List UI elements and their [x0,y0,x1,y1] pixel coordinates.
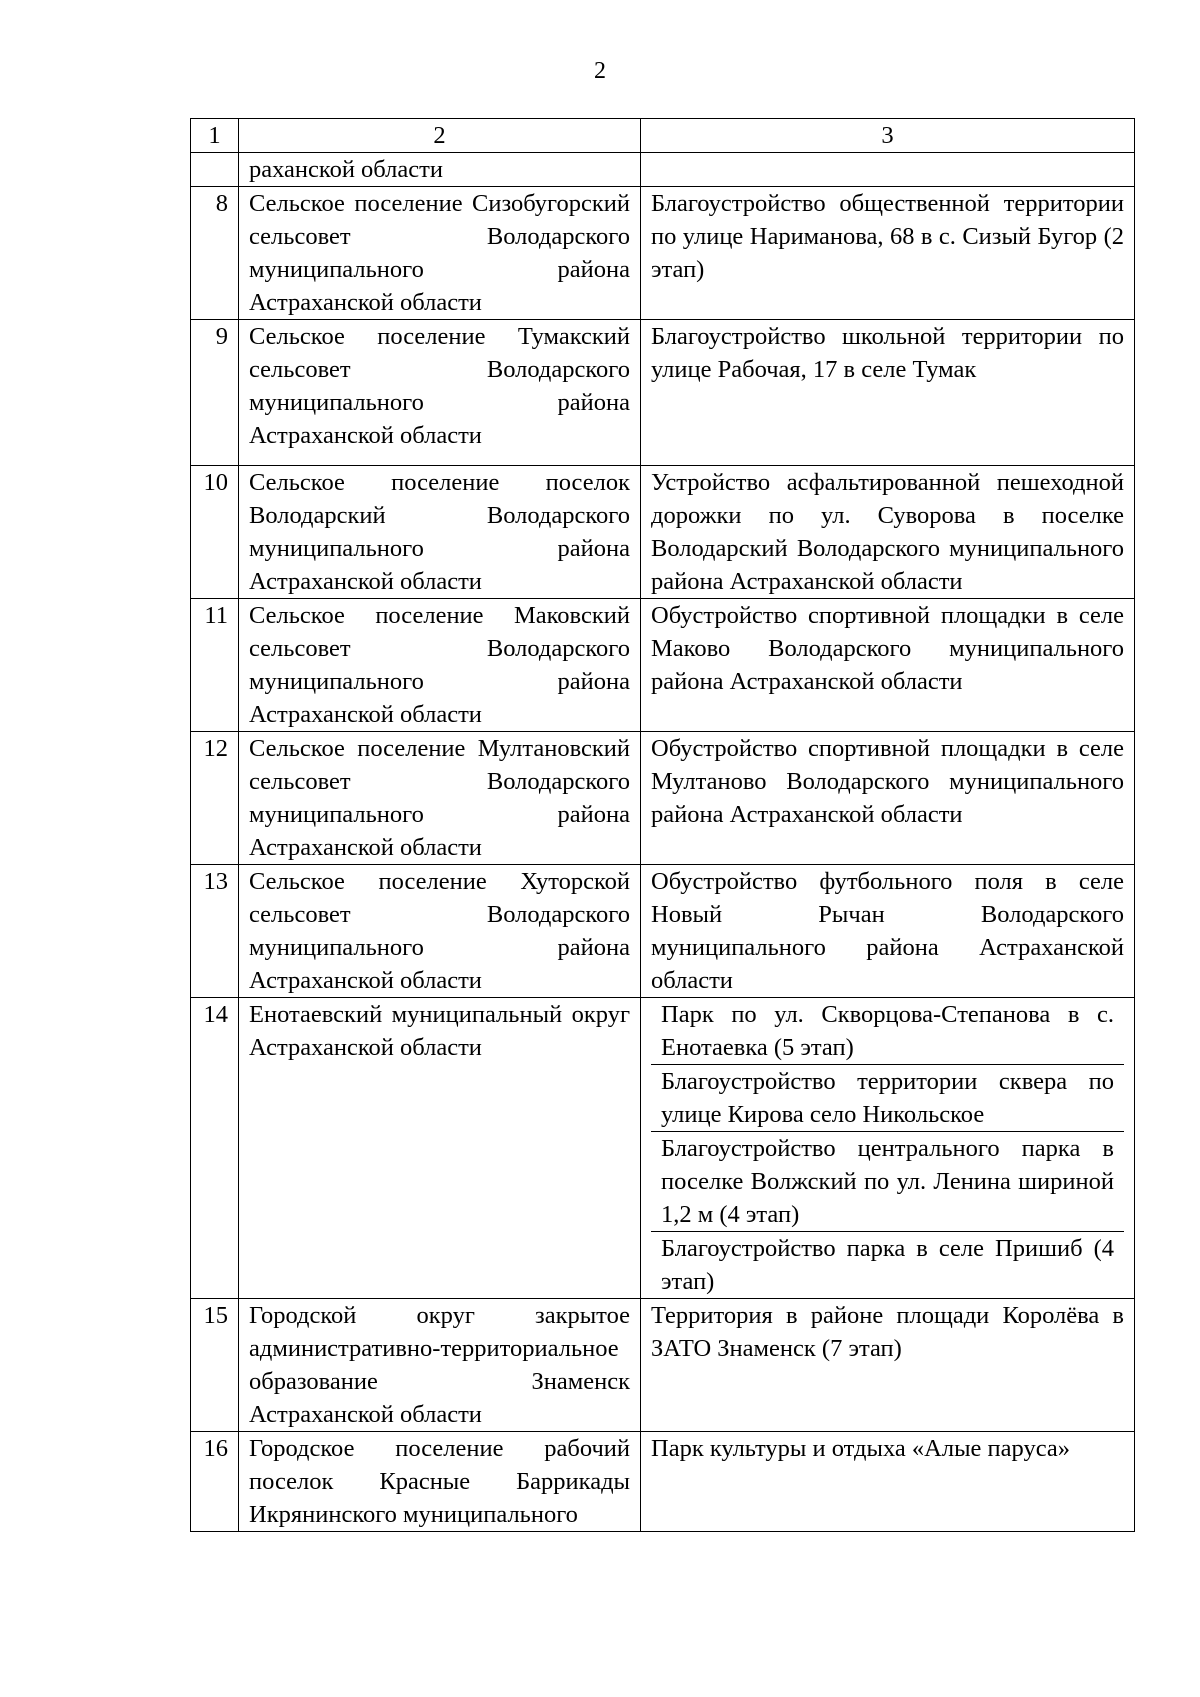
row-number: 10 [191,466,239,599]
header-col-2: 2 [239,119,641,153]
municipality-name: Сельское поселение Хуторской сельсовет Володарского муниципального района Астраханской области [239,865,641,998]
header-col-1: 1 [191,119,239,153]
project-description: Обустройство футбольного поля в селе Новый Рычан Володарского муниципального района Астраханской области [641,865,1135,998]
table-row [191,599,1135,732]
table-header-row [191,119,1135,153]
row-number: 13 [191,865,239,998]
row-number: 8 [191,187,239,320]
project-description: Благоустройство парка в селе Пришиб (4 этап) [651,1231,1124,1298]
project-description-group [641,998,1135,1299]
municipality-name: Городской округ закрытое административно-территориальное образование Знаменск Астраханской области [239,1299,641,1432]
table-row [191,187,1135,320]
municipality-name: раханской области [239,153,641,187]
project-description: Благоустройство школьной территории по улице Рабочая, 17 в селе Тумак [641,320,1135,466]
table-row [191,1432,1135,1532]
row-number: 12 [191,732,239,865]
project-description: Обустройство спортивной площадки в селе Мултаново Володарского муниципального района Астраханской области [641,732,1135,865]
page-number: 2 [594,58,606,84]
municipality-name: Сельское поселение Маковский сельсовет Володарского муниципального района Астраханской области [239,599,641,732]
municipality-name: Сельское поселение Мултановский сельсовет Володарского муниципального района Астраханской области [239,732,641,865]
project-description: Обустройство спортивной площадки в селе Маково Володарского муниципального района Астраханской области [641,599,1135,732]
municipality-name: Сельское поселение поселок Володарский Володарского муниципального района Астраханской области [239,466,641,599]
project-description: Благоустройство территории сквера по улице Кирова село Никольское [651,1064,1124,1131]
row-number: 15 [191,1299,239,1432]
row-number: 16 [191,1432,239,1532]
row-number [191,153,239,187]
table-row [191,732,1135,865]
table-row [191,320,1135,466]
table-row [191,466,1135,599]
header-col-3: 3 [641,119,1135,153]
municipal-projects-table [190,118,1135,1532]
table-row [191,1299,1135,1432]
row-number: 9 [191,320,239,466]
municipality-name: Городское поселение рабочий поселок Красные Баррикады Икрянинского муниципального [239,1432,641,1532]
project-description: Территория в районе площади Королёва в ЗАТО Знаменск (7 этап) [641,1299,1135,1432]
municipality-name: Сельское поселение Сизобугорский сельсовет Володарского муниципального района Астраханской области [239,187,641,320]
table-row [191,865,1135,998]
row-number: 11 [191,599,239,732]
project-description: Парк культуры и отдыха «Алые паруса» [641,1432,1135,1532]
table-row [191,998,1135,1299]
municipality-name: Сельское поселение Тумакский сельсовет Володарского муниципального района Астраханской области [239,320,641,466]
project-description: Благоустройство общественной территории по улице Нариманова, 68 в с. Сизый Бугор (2 этап) [641,187,1135,320]
row-number: 14 [191,998,239,1299]
table-row [191,153,1135,187]
project-description [641,153,1135,187]
project-description: Парк по ул. Скворцова-Степанова в с. Енотаевка (5 этап) [661,1001,1114,1061]
project-description: Устройство асфальтированной пешеходной дорожки по ул. Суворова в поселке Володарский Володарского муниципального района Астраханской области [641,466,1135,599]
project-description: Благоустройство центрального парка в поселке Волжский по ул. Ленина шириной 1,2 м (4 этап) [651,1131,1124,1231]
municipality-name: Енотаевский муниципальный округ Астраханской области [239,998,641,1299]
